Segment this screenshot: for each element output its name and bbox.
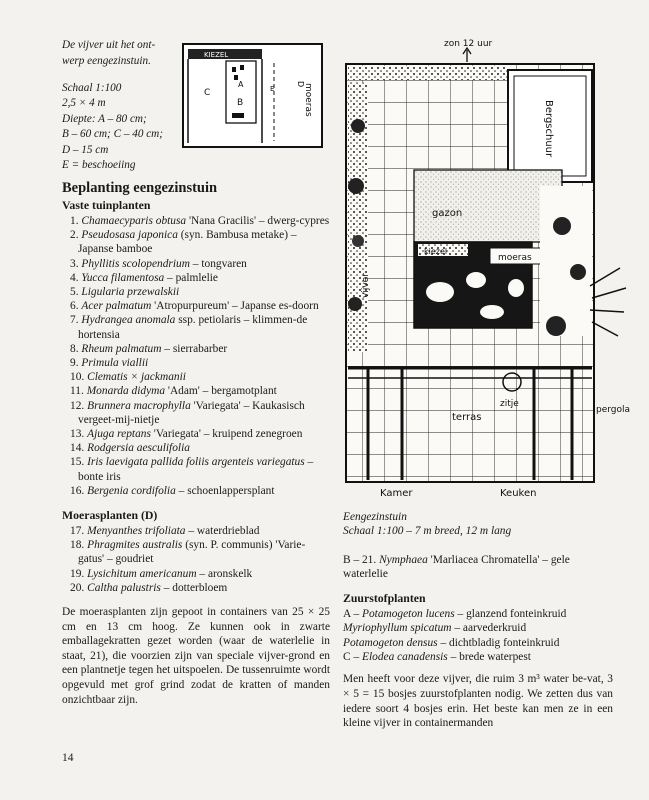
garden-plan-diagram <box>340 36 630 504</box>
pond-caption <box>62 38 180 69</box>
plant-list-item: 13. Ajuga reptans 'Variegata' – kruipend zenegroen <box>70 428 303 441</box>
perennials-heading: Vaste tuinplanten <box>62 198 151 212</box>
kitchen-label: Keuken <box>500 488 537 499</box>
pond-scale-legend <box>62 81 180 173</box>
pond-plan-diagram <box>182 43 324 149</box>
zone-a-label: A <box>238 80 244 89</box>
marsh-plants-list <box>62 524 330 595</box>
pond-planting-column <box>343 510 613 731</box>
pond-scale-line: B – 60 cm; C – 40 cm; <box>62 128 163 141</box>
planting-list-column <box>62 180 330 707</box>
pergola-label: pergola <box>596 405 630 415</box>
zone-c-label: C <box>204 88 211 98</box>
plant-list-item: 7. Hydrangea anomala ssp. petiolaris – klimmen-de hortensia <box>70 314 308 341</box>
sun-direction-label: zon 12 uur <box>444 39 493 49</box>
plant-list-item: 16. Bergenia cordifolia – schoenlappersplant <box>70 484 275 497</box>
oxygen-plant-item: A – Potamogeton lucens – glanzend fonteinkruid <box>343 608 567 621</box>
waterlily-entry: B – 21. Nymphaea 'Marliacea Chromatella' – gele waterlelie <box>343 553 570 580</box>
seat-label: zitje <box>500 399 519 409</box>
plant-list-item: 10. Clematis × jackmanii <box>70 371 186 384</box>
plant-list-item: 6. Acer palmatum 'Atropurpureum' – Japanse es-doorn <box>70 300 319 313</box>
room-label: Kamer <box>380 488 413 499</box>
zone-e-label: E <box>270 85 275 93</box>
pond-caption-line: werp eengezinstuin. <box>62 54 151 67</box>
plant-list-item: 8. Rheum palmatum – sierrabarber <box>70 342 228 355</box>
lawn-label: gazon <box>432 208 463 219</box>
garden-caption-title: Eengezinstuin <box>343 511 407 523</box>
oxygen-plant-item: Myriophyllum spicatum – aarvederkruid <box>343 622 527 635</box>
plant-list-item: 9. Primula viallii <box>70 357 149 370</box>
lawn <box>414 170 562 242</box>
kiezel-label: KIEZEL <box>204 51 229 59</box>
marsh-label: moeras <box>498 253 532 263</box>
terrace-label: terras <box>452 412 482 423</box>
plant-list-item: 5. Ligularia przewalskii <box>70 286 180 299</box>
pond-label: vijver <box>361 273 371 298</box>
plant-list-item: 18. Phragmites australis (syn. P. communis) 'Varie-gatus' – goudriet <box>70 539 306 566</box>
plant-list-item: 4. Yucca filamentosa – palmlelie <box>70 271 218 284</box>
pond-caption-line: De vijver uit het ont- <box>62 39 156 51</box>
marsh-paragraph: De moerasplanten zijn gepoot in containers van 25 × 25 cm en 13 cm hoog. Ze kunnen ook in zwarte emballagekratten gezet worden (waar de waterlelie in staat, 21), die voorzien zijn van speciale vijver-grond en een plantnetje tegen het uitspoelen. De tussenruimte wordt opgevuld met grof grind zodat de kratten of manden onzichtbaar zijn. <box>62 606 330 706</box>
pond-scale-line: D – 15 cm <box>62 143 109 156</box>
plant-list-item: 2. Pseudosasa japonica (syn. Bambusa metake) – Japanse bamboe <box>70 229 297 256</box>
page-number: 14 <box>62 752 74 764</box>
pond-scale-line: E = beschoeiing <box>62 159 136 172</box>
gravel-label: kiezel <box>424 247 448 256</box>
oxygen-plant-item: C – Elodea canadensis – brede waterpest <box>343 651 531 664</box>
plant-list-item: 19. Lysichitum americanum – aronskelk <box>70 567 253 580</box>
plant-list-item: 17. Menyanthes trifoliata – waterdrieblad <box>70 525 260 538</box>
garden-caption-scale: Schaal 1:100 – 7 m breed, 12 m lang <box>343 525 512 538</box>
plant-list-item: 3. Phyllitis scolopendrium – tongvaren <box>70 257 247 270</box>
plant-list-item: 12. Brunnera macrophylla 'Variegata' – Kaukasisch vergeet-mij-nietje <box>70 399 305 426</box>
pond-scale-line: Diepte: A – 80 cm; <box>62 112 147 125</box>
plant-list-item: 1. Chamaecyparis obtusa 'Nana Gracilis' – dwerg-cypres <box>70 215 330 227</box>
oxygen-plant-item: Potamogeton densus – dichtbladig fonteinkruid <box>343 636 560 649</box>
planting-heading: Beplanting eengezinstuin <box>62 180 218 196</box>
oxygen-plants-heading: Zuurstofplanten <box>343 591 426 606</box>
zone-b-label: B <box>237 98 244 108</box>
plant-list-item: 14. Rodgersia aesculifolia <box>70 442 190 455</box>
plant-list-item: 11. Monarda didyma 'Adam' – bergamotplant <box>70 385 277 398</box>
pond-scale-line: Schaal 1:100 <box>62 82 122 94</box>
oxygen-paragraph: Men heeft voor deze vijver, die ruim 3 m³ water be-vat, 3 × 5 = 15 bosjes zuurstofplanten nodig. We zetten dus van iedere soort 4 bosjes erin. Het beste kan men ze in een kleine vijver in containermanden <box>343 673 613 730</box>
marsh-plants-heading: Moerasplanten (D) <box>62 508 158 523</box>
zone-d-label: D <box>296 81 305 88</box>
plant-list-item: 15. Iris laevigata pallida foliis argenteis variegatus – bonte iris <box>70 456 314 483</box>
shed-label: Bergschuur <box>543 100 554 158</box>
plant-list-item: 20. Caltha palustris – dotterbloem <box>70 581 228 594</box>
perennials-list <box>62 214 330 498</box>
pond-scale-line: 2,5 × 4 m <box>62 97 106 110</box>
moeras-label: moeras <box>303 83 313 117</box>
